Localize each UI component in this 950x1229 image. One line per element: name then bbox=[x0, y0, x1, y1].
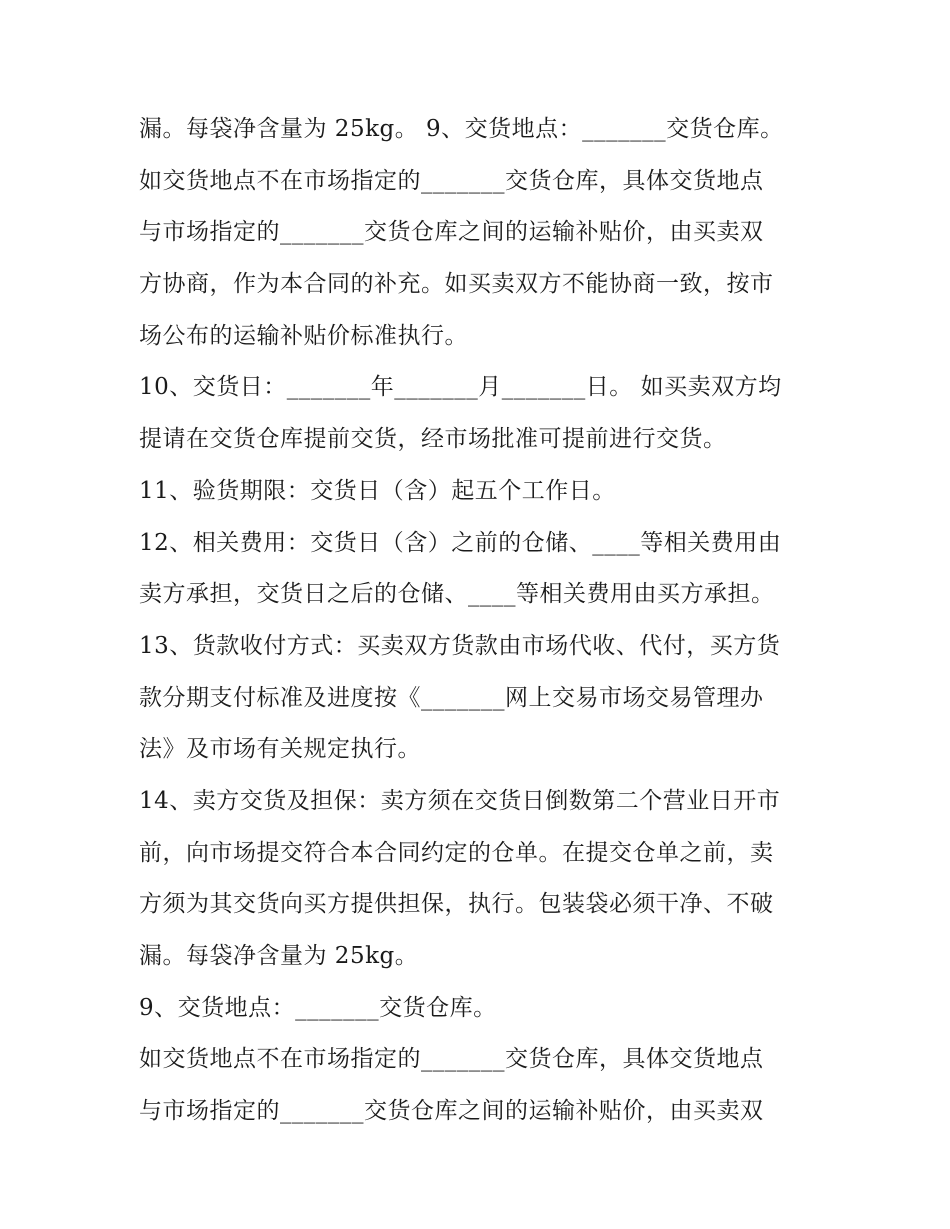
text-line-5: 场公布的运输补贴价标准执行。 bbox=[139, 322, 468, 349]
text-line-2: 如交货地点不在市场指定的_______交货仓库，具体交货地点 bbox=[139, 167, 764, 194]
text-line-4: 方协商，作为本合同的补充。如买卖双方不能协商一致，按市 bbox=[139, 271, 774, 298]
text-line-11: 13、货款收付方式：买卖双方货款由市场代收、代付，买方货 bbox=[139, 632, 781, 659]
text-line-13: 法》及市场有关规定执行。 bbox=[139, 736, 421, 763]
text-line-20: 与市场指定的_______交货仓库之间的运输补贴价，由买卖双 bbox=[139, 1098, 764, 1125]
text-line-12: 款分期支付标准及进度按《_______网上交易市场交易管理办 bbox=[139, 684, 764, 711]
text-line-18: 9、交货地点：_______交货仓库。 bbox=[139, 994, 497, 1021]
text-line-9: 12、相关费用：交货日（含）之前的仓储、____等相关费用由 bbox=[139, 529, 782, 556]
text-line-7: 提请在交货仓库提前交货，经市场批准可提前进行交货。 bbox=[139, 426, 727, 453]
text-line-3: 与市场指定的_______交货仓库之间的运输补贴价，由买卖双 bbox=[139, 219, 764, 246]
text-line-10: 卖方承担，交货日之后的仓储、____等相关费用由买方承担。 bbox=[139, 581, 775, 608]
contract-text bbox=[139, 104, 829, 1138]
text-line-19: 如交货地点不在市场指定的_______交货仓库，具体交货地点 bbox=[139, 1046, 764, 1073]
text-line-8: 11、验货期限：交货日（含）起五个工作日。 bbox=[139, 477, 616, 504]
text-line-14: 14、卖方交货及担保：卖方须在交货日倒数第二个营业日开市 bbox=[139, 787, 781, 814]
text-line-1: 漏。每袋净含量为 25kg。 9、交货地点：_______交货仓库。 bbox=[139, 116, 784, 142]
text-line-17: 漏。每袋净含量为 25kg。 bbox=[139, 943, 419, 969]
text-line-15: 前，向市场提交符合本合同约定的仓单。在提交仓单之前，卖 bbox=[139, 839, 774, 866]
text-line-16: 方须为其交货向买方提供担保，执行。包装袋必须干净、不破 bbox=[139, 891, 774, 918]
text-line-6: 10、交货日：_______年_______月_______日。 如买卖双方均 bbox=[139, 374, 782, 401]
